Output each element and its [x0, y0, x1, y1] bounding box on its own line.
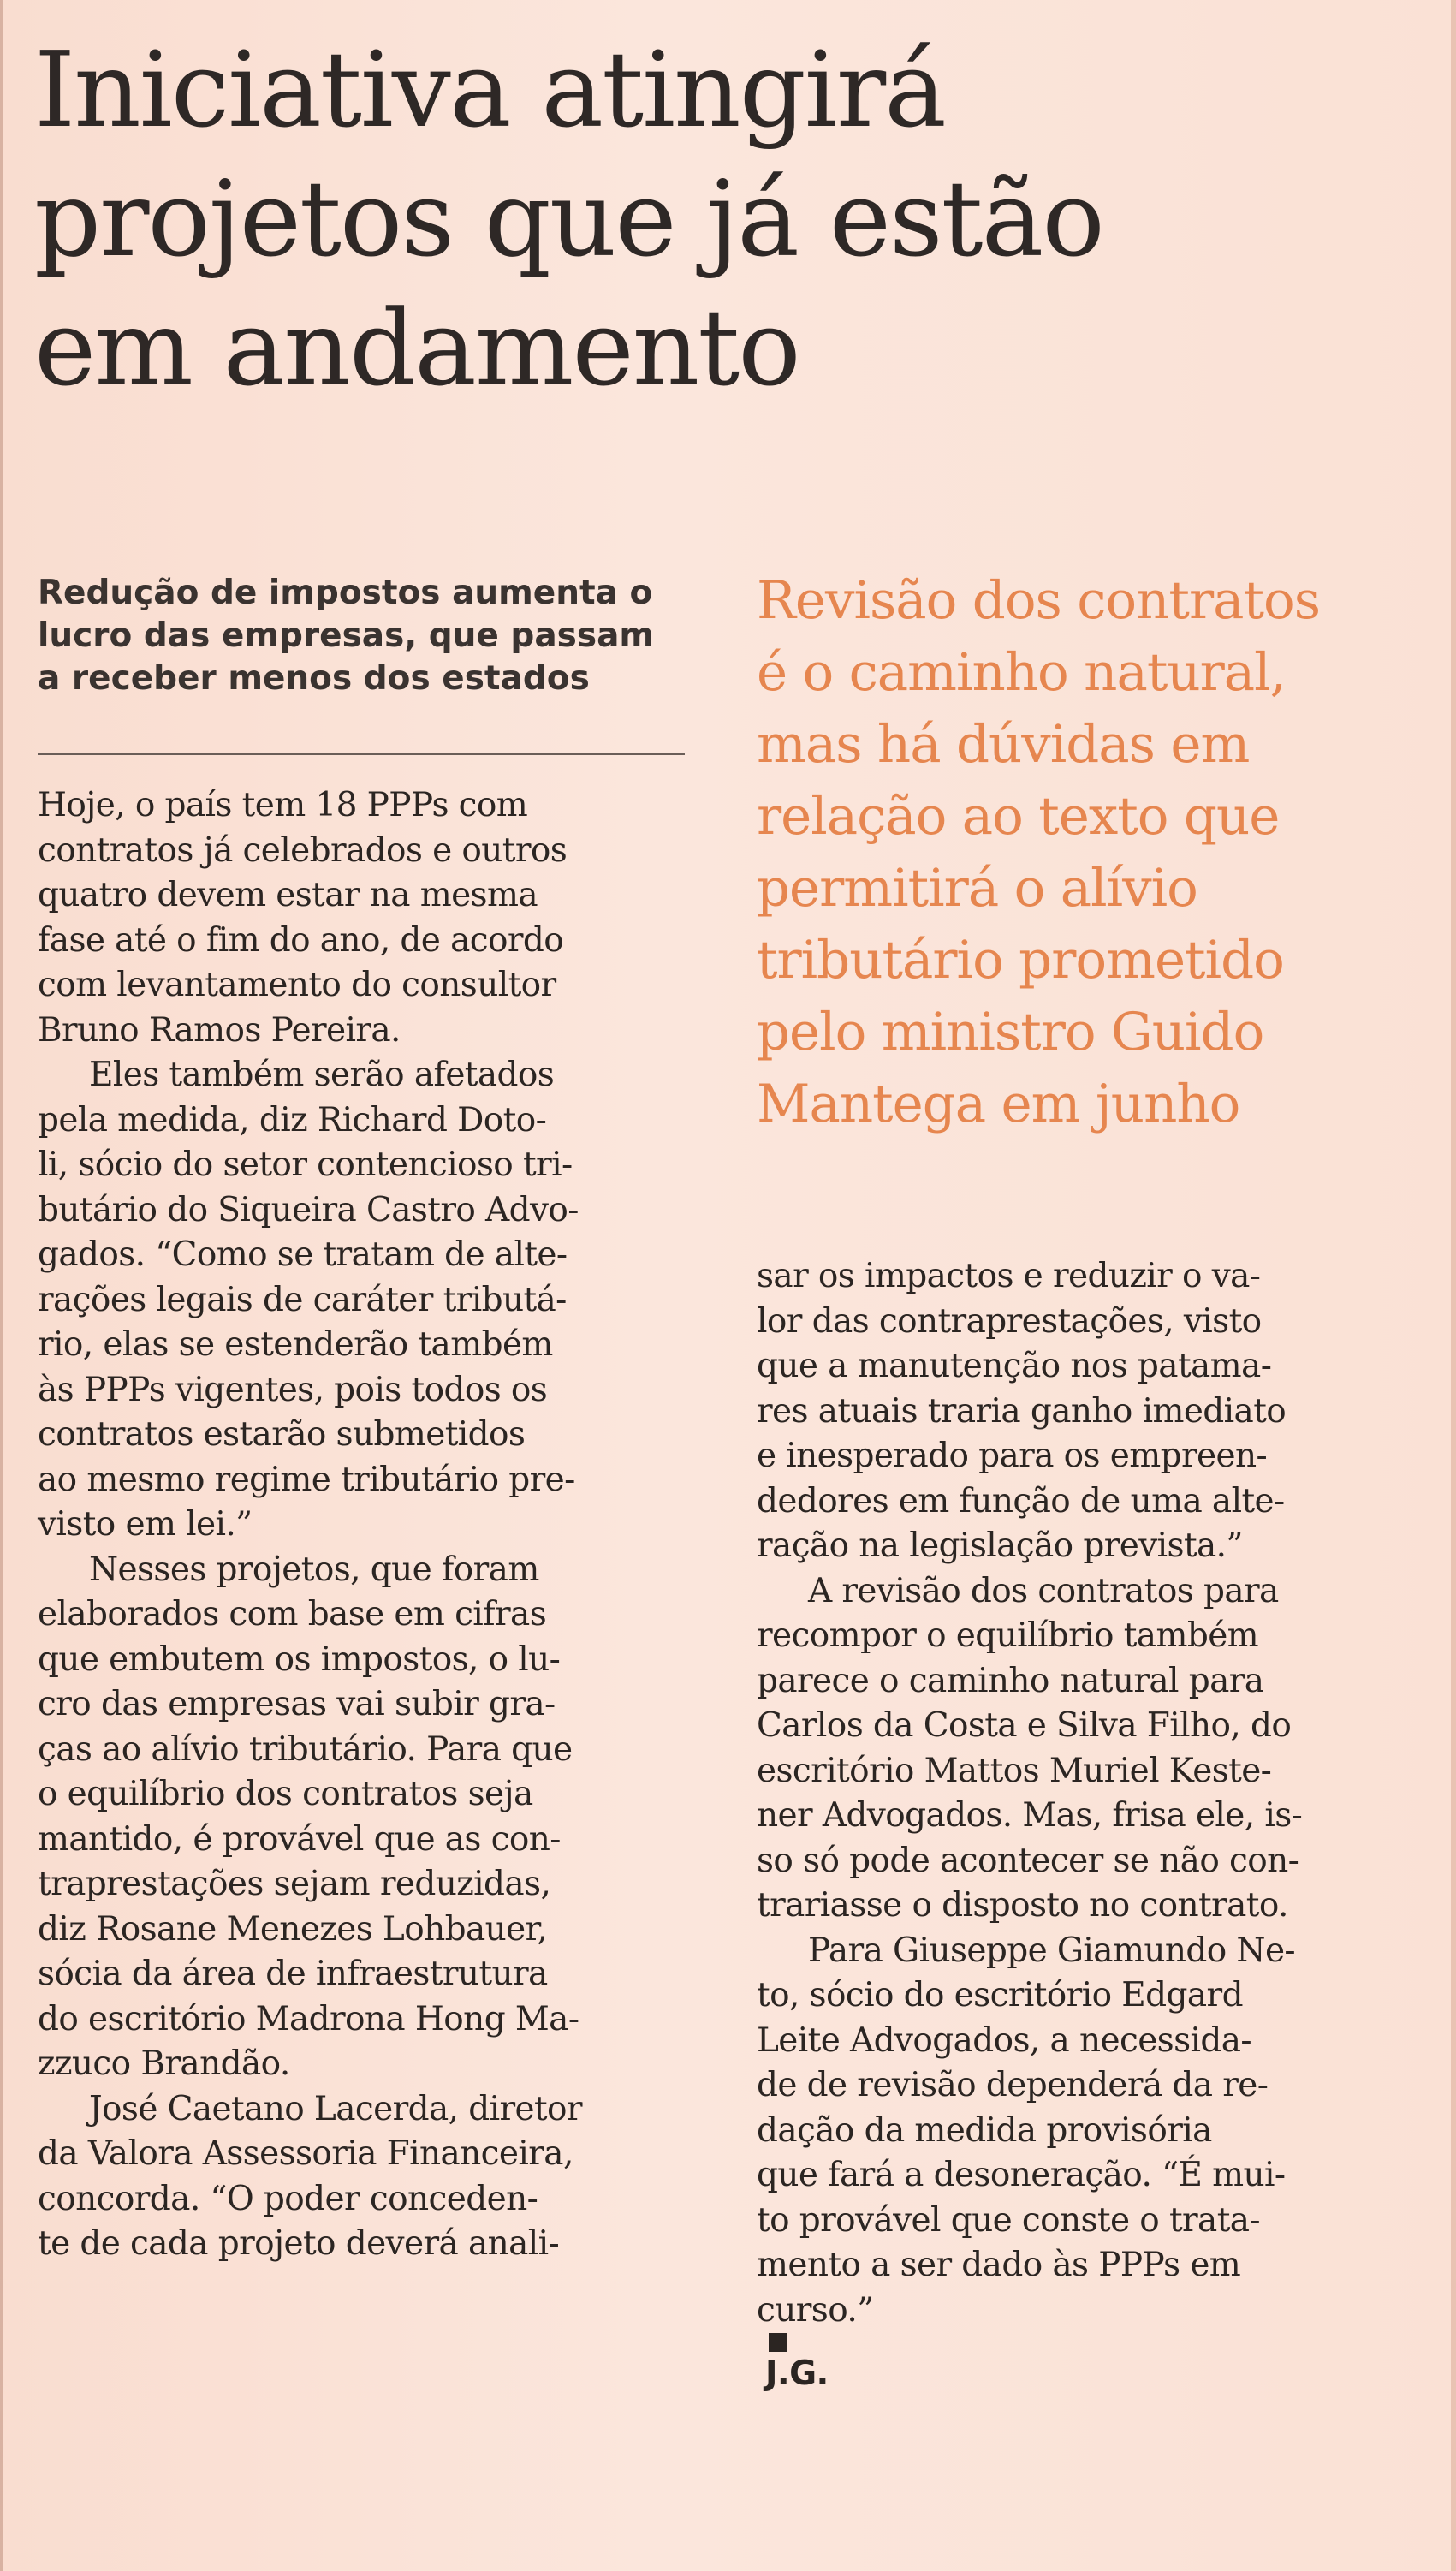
text-line: A revisão dos contratos para	[808, 1571, 1279, 1610]
text-line: sócia da área de infraestrutura	[38, 1955, 548, 1993]
pull-quote-line: Mantega em junho	[757, 1074, 1240, 1134]
end-mark-square-icon	[769, 2333, 787, 2352]
text-line: trariasse o disposto no contrato.	[757, 1886, 1288, 1925]
text-line: diz Rosane Menezes Lohbauer,	[38, 1909, 548, 1949]
text-line: li, sócio do setor contencioso tri-	[38, 1146, 573, 1184]
text-line: do escritório Madrona Hong Ma-	[38, 1999, 579, 2038]
text-line: visto em lei.”	[38, 1505, 253, 1544]
subheadline-line: lucro das empresas, que passam	[38, 616, 655, 655]
text-line: que fará a desoneração. “É mui-	[757, 2156, 1286, 2194]
text-line: que a manutenção nos patama-	[757, 1347, 1272, 1385]
text-line: sar os impactos e reduzir o va-	[757, 1257, 1261, 1295]
text-line: contratos já celebrados e outros	[38, 830, 568, 870]
text-line: elaborados com base em cifras	[38, 1595, 547, 1634]
text-line: to provável que conste o trata-	[757, 2200, 1261, 2240]
text-line: com levantamento do consultor	[38, 966, 556, 1004]
divider-rule	[38, 753, 685, 755]
text-line: concorda. “O poder conceden-	[38, 2179, 538, 2218]
text-line: fase até o fim do ano, de acordo	[38, 920, 564, 960]
text-line: ças ao alívio tributário. Para que	[38, 1729, 573, 1769]
clipping-right-edge	[1451, 0, 1456, 2571]
text-line: ração na legislação prevista.”	[757, 1527, 1243, 1565]
text-line: e inesperado para os empreen-	[757, 1437, 1268, 1475]
text-line: to, sócio do escritório Edgard	[757, 1976, 1243, 2015]
pull-quote-line: tributário prometido	[757, 930, 1284, 991]
text-line: recompor o equilíbrio também	[757, 1616, 1259, 1655]
text-line: cro das empresas vai subir gra-	[38, 1685, 556, 1723]
text-line: pela medida, diz Richard Doto-	[38, 1100, 547, 1140]
article-column-right	[757, 1254, 1424, 2397]
text-line: traprestações sejam reduzidas,	[38, 1865, 551, 1903]
text-line: de de revisão dependerá da re-	[757, 2066, 1269, 2104]
text-line: Para Giuseppe Giamundo Ne-	[808, 1931, 1296, 1970]
headline-line: em andamento	[34, 288, 799, 409]
clipping-left-edge	[0, 0, 3, 2571]
text-line: ner Advogados. Mas, frisa ele, is-	[757, 1796, 1303, 1835]
subheadline-line: Redução de impostos aumenta o	[38, 574, 653, 612]
headline-line: projetos que já estão	[34, 158, 1103, 280]
text-line: às PPPs vigentes, pois todos os	[38, 1370, 548, 1409]
author-signature: J.G.	[765, 2354, 829, 2393]
text-line: dação da medida provisória	[757, 2110, 1212, 2150]
text-line: que embutem os impostos, o lu-	[38, 1640, 561, 1679]
pull-quote-line: mas há dúvidas em	[757, 714, 1250, 775]
text-line: o equilíbrio dos contratos seja	[38, 1775, 533, 1813]
subheadline	[38, 572, 688, 700]
text-line: Bruno Ramos Pereira.	[38, 1010, 401, 1050]
text-line: mantido, é provável que as con-	[38, 1819, 561, 1859]
text-line: Eles também serão afetados	[89, 1056, 555, 1094]
pull-quote-line: é o caminho natural,	[757, 642, 1287, 703]
text-line: rações legais de caráter tributá-	[38, 1280, 567, 1319]
pull-quote-line: pelo ministro Guido	[757, 1002, 1264, 1062]
text-line: parece o caminho natural para	[757, 1661, 1264, 1700]
pull-quote-line: Revisão dos contratos	[757, 570, 1321, 631]
text-line: da Valora Assessoria Financeira,	[38, 2134, 573, 2173]
headline	[34, 26, 1421, 414]
text-line: mento a ser dado às PPPs em	[757, 2246, 1241, 2284]
text-line: Hoje, o país tem 18 PPPs com	[38, 786, 528, 824]
text-line: gados. “Como se tratam de alte-	[38, 1235, 568, 1274]
subheadline-line: a receber menos dos estados	[38, 659, 590, 698]
text-line: so só pode acontecer se não con-	[757, 1841, 1299, 1880]
final-line	[757, 2288, 1424, 2397]
text-line: Carlos da Costa e Silva Filho, do	[757, 1706, 1292, 1745]
text-line: ao mesmo regime tributário pre-	[38, 1460, 575, 1499]
text-line: escritório Mattos Muriel Keste-	[757, 1751, 1272, 1790]
text-line: quatro devem estar na mesma	[38, 876, 538, 914]
text-line: res atuais traria ganho imediato	[757, 1391, 1287, 1431]
text-line: dedores em função de uma alte-	[757, 1481, 1285, 1521]
text-line: lor das contraprestações, visto	[757, 1301, 1262, 1341]
text-line: Leite Advogados, a necessida-	[757, 2020, 1251, 2060]
text-line: contratos estarão submetidos	[38, 1415, 526, 1454]
text-line: rio, elas se estenderão também	[38, 1325, 553, 1364]
text-line: José Caetano Lacerda, diretor	[89, 2089, 582, 2128]
text-line: butário do Siqueira Castro Advo-	[38, 1190, 579, 1229]
text-line: curso.”	[757, 2290, 874, 2330]
pull-quote-line: permitirá o alívio	[757, 858, 1197, 919]
article-column-left	[38, 783, 688, 2267]
text-line: te de cada projeto deverá anali-	[38, 2224, 560, 2263]
pull-quote-line: relação ao texto que	[757, 786, 1280, 847]
pull-quote	[757, 565, 1424, 1140]
text-line: Nesses projetos, que foram	[89, 1550, 539, 1589]
text-line: zzuco Brandão.	[38, 2044, 290, 2083]
headline-line: Iniciativa atingirá	[34, 29, 945, 151]
